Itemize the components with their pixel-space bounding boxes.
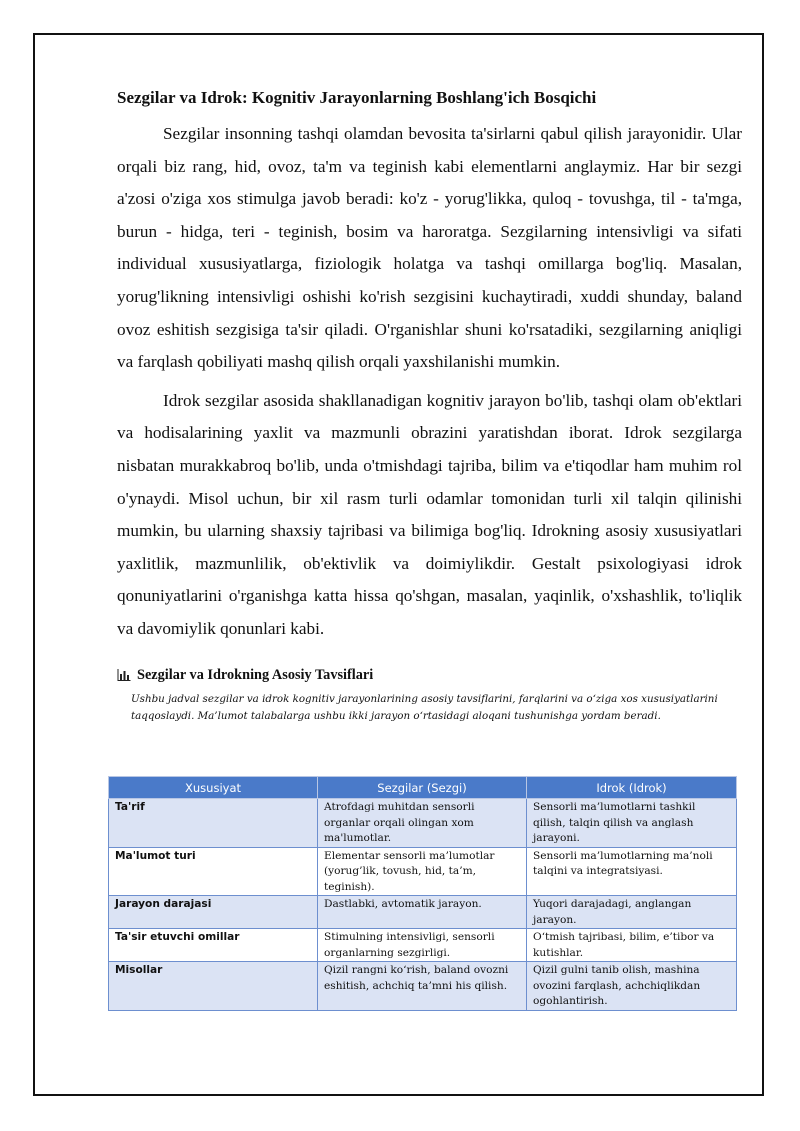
row-key: Ta'sir etuvchi omillar	[109, 929, 318, 962]
document-title: Sezgilar va Idrok: Kognitiv Jarayonlarning Boshlang'ich Bosqichi	[117, 88, 597, 107]
paragraph-sezgilar: Sezgilar insonning tashqi olamdan bevosita ta'sirlarni qabul qilish jarayonidir. Ular orqali biz rang, hid, ovoz, ta'm va teginish kabi elementlarni anglaymiz. Har bir sezgi a'zosi o'ziga xos stimulga javob beradi: ko'z - yorug'likka, quloq - tovushga, til - ta'mga, burun - hidga, teri - teginish, bosim va haroratga. Sezgilarning intensivligi va sifati individual xususiyatlarga, fiziologik holatga va tashqi omillarga bog'liq. Masalan, yorug'likning intensivligi oshishi ko'rish sezgisini kuchaytiradi, xuddi shunday, baland ovoz eshitish sezgisiga ta'sir qiladi. O'rganishlar shuni ko'rsatadiki, sezgilarning aniqligi va farqlash qobiliyati mashq qilish orqali yaxshilanishi mumkin.	[117, 124, 742, 372]
header-xususiyat: Xususiyat	[109, 777, 318, 799]
section-heading	[117, 665, 742, 685]
table-row	[109, 847, 737, 896]
row-idrok-value: Qizil gulni tanib olish, mashina ovozini farqlash, achchiqlikdan ogohlantirish.	[527, 962, 737, 1011]
header-idrok: Idrok (Idrok)	[527, 777, 737, 799]
table-row	[109, 929, 737, 962]
row-sezgi-value: Qizil rangni ko‘rish, baland ovozni eshitish, achchiq ta’mni his qilish.	[318, 962, 527, 1011]
table-caption: Ushbu jadval sezgilar va idrok kognitiv jarayonlarining asosiy tavsiflarini, farqlarini va o‘ziga xos xususiyatlarini taqqoslaydi. Ma’lumot talabalarga ushbu ikki jarayon o‘rtasidagi aloqani tushunishga yordam beradi.	[131, 692, 718, 722]
row-key: Misollar	[109, 962, 318, 1011]
table-row	[109, 799, 737, 848]
row-sezgi-value: Stimulning intensivligi, sensorli organlarning sezgirligi.	[318, 929, 527, 962]
row-idrok-value: Sensorli ma’lumotlarning ma’noli talqini va integratsiyasi.	[527, 847, 737, 896]
row-sezgi-value: Atrofdagi muhitdan sensorli organlar orqali olingan xom ma'lumotlar.	[318, 799, 527, 848]
table-row	[109, 962, 737, 1011]
bar-chart-icon	[117, 669, 131, 681]
row-idrok-value: O‘tmish tajribasi, bilim, e’tibor va kutishlar.	[527, 929, 737, 962]
row-sezgi-value: Elementar sensorli ma’lumotlar (yorug’lik, tovush, hid, ta’m, teginish).	[318, 847, 527, 896]
row-idrok-value: Sensorli ma’lumotlarni tashkil qilish, talqin qilish va anglash jarayoni.	[527, 799, 737, 848]
table-header-row	[109, 777, 737, 799]
row-key: Jarayon darajasi	[109, 896, 318, 929]
section-heading-text: Sezgilar va Idrokning Asosiy Tavsiflari	[137, 666, 374, 683]
row-sezgi-value: Dastlabki, avtomatik jarayon.	[318, 896, 527, 929]
row-key: Ta'rif	[109, 799, 318, 848]
document-body	[117, 86, 742, 730]
row-idrok-value: Yuqori darajadagi, anglangan jarayon.	[527, 896, 737, 929]
row-key: Ma'lumot turi	[109, 847, 318, 896]
header-sezgilar: Sezgilar (Sezgi)	[318, 777, 527, 799]
paragraph-idrok: Idrok sezgilar asosida shakllanadigan kognitiv jarayon bo'lib, tashqi olam ob'ektlari va hodisalarining yaxlit va mazmunli obrazini yaratishdan iborat. Idrok sezgilarga nisbatan murakkabroq bo'lib, unda o'tmishdagi tajriba, bilim va e'tiqodlar ham muhim rol o'ynaydi. Misol uchun, bir xil rasm turli odamlar tomonidan turli xil talqin qilinishi mumkin, bu ularning shaxsiy tajribasi va bilimiga bog'liq. Idrokning asosiy xususiyatlari yaxlitlik, mazmunlilik, ob'ektivlik va doimiylikdir. Gestalt psixologiyasi idrok qonuniyatlarini o'rganishga katta hissa qo'shgan, masalan, yaqinlik, o'xshashlik, to'liqlik va davomiylik qonunlari kabi.	[117, 390, 742, 638]
table-row	[109, 896, 737, 929]
comparison-table	[108, 776, 737, 1011]
